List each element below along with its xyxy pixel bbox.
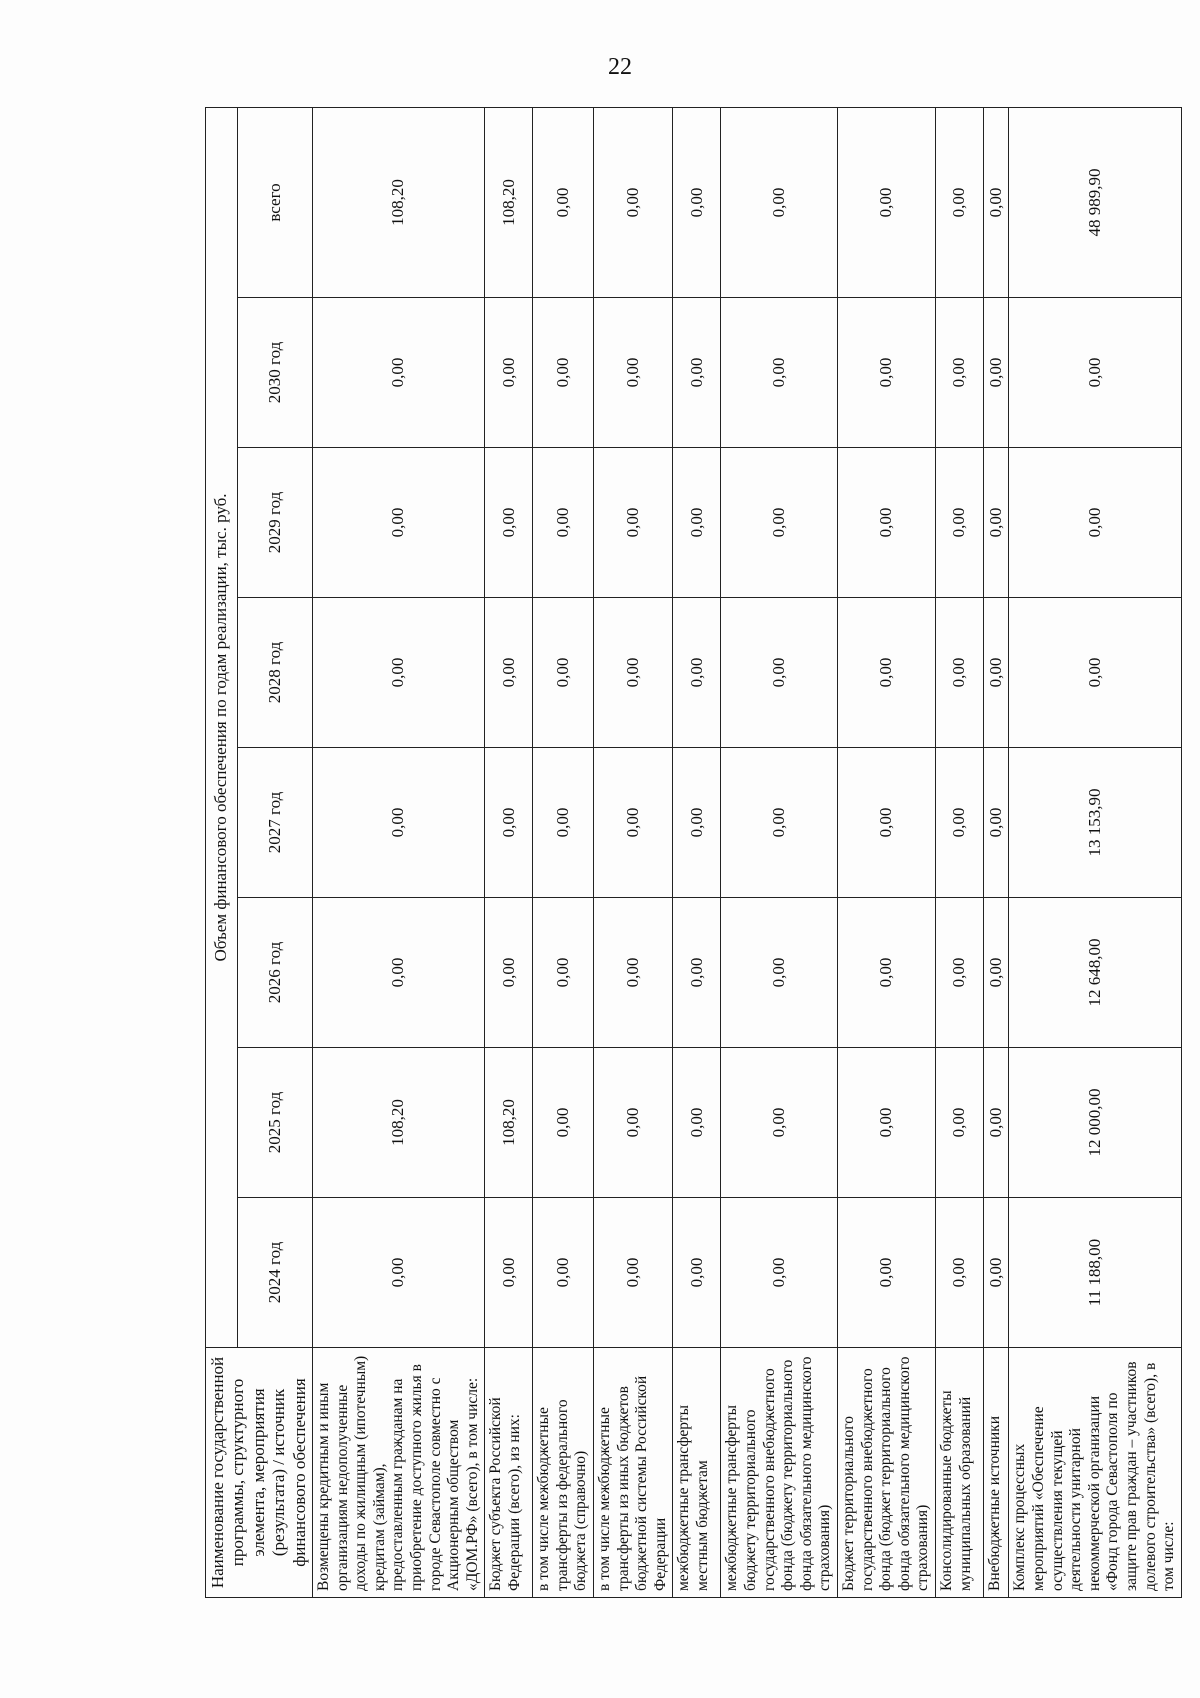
cell-value: 12 000,00	[1009, 1048, 1181, 1198]
cell-value: 0,00	[594, 898, 673, 1048]
cell-value: 0,00	[533, 1198, 594, 1348]
cell-value: 0,00	[533, 1048, 594, 1198]
table-row	[485, 107, 533, 1597]
table-row	[983, 107, 1008, 1597]
cell-value: 108,20	[485, 1048, 533, 1198]
cell-value: 0,00	[983, 598, 1008, 748]
year-header-2030: 2030 год	[238, 298, 313, 448]
cell-value: 0,00	[935, 298, 983, 448]
table-row	[838, 107, 936, 1597]
row-name: Возмещены кредитным и иным организациям недополученные доходы по жилищным (ипотечным) кредитам (займам), предоставленным гражданам на приобретение доступного жилья в городе Севастополе совместно с Акционерным обществом «ДОМ.РФ» (всего), в том числе:	[312, 1348, 484, 1598]
cell-value: 0,00	[935, 898, 983, 1048]
cell-value: 0,00	[485, 1198, 533, 1348]
cell-value: 0,00	[533, 598, 594, 748]
year-header-2026: 2026 год	[238, 898, 313, 1048]
row-name: Внебюджетные источники	[983, 1348, 1008, 1598]
cell-value: 0,00	[673, 598, 721, 748]
row-name: Комплекс процессных мероприятий «Обеспечение осуществления текущей деятельности унитарной некоммерческой организации «Фонд города Севастополя по защите прав граждан – участников долевого строительства» (всего), в том числе:	[1009, 1348, 1181, 1598]
cell-value: 0,00	[721, 298, 838, 448]
cell-value: 11 188,00	[1009, 1198, 1181, 1348]
cell-value: 0,00	[673, 748, 721, 898]
cell-value: 0,00	[838, 1048, 936, 1198]
year-header-2029: 2029 год	[238, 448, 313, 598]
cell-value: 108,20	[312, 1048, 484, 1198]
cell-value: 0,00	[838, 898, 936, 1048]
table-row	[594, 107, 673, 1597]
table-row	[673, 107, 721, 1597]
cell-value: 0,00	[838, 107, 936, 297]
year-header-2024: 2024 год	[238, 1198, 313, 1348]
cell-value: 0,00	[935, 748, 983, 898]
cell-value: 0,00	[983, 1048, 1008, 1198]
cell-value: 0,00	[983, 1198, 1008, 1348]
cell-value: 0,00	[485, 898, 533, 1048]
row-name: Бюджет субъекта Российской Федерации (всего), из них:	[485, 1348, 533, 1598]
year-header-2028: 2028 год	[238, 598, 313, 748]
cell-value: 0,00	[838, 598, 936, 748]
cell-value: 0,00	[721, 1048, 838, 1198]
row-name: в том числе межбюджетные трансферты из иных бюджетов бюджетной системы Российской Федерации	[594, 1348, 673, 1598]
cell-value: 0,00	[673, 898, 721, 1048]
row-name: межбюджетные трансферты местным бюджетам	[673, 1348, 721, 1598]
cell-value: 0,00	[312, 448, 484, 598]
row-name: Консолидированные бюджеты муниципальных образований	[935, 1348, 983, 1598]
cell-value: 12 648,00	[1009, 898, 1181, 1048]
cell-value: 0,00	[594, 748, 673, 898]
cell-value: 0,00	[485, 598, 533, 748]
cell-value: 0,00	[312, 748, 484, 898]
cell-value: 0,00	[533, 298, 594, 448]
cell-value: 0,00	[312, 298, 484, 448]
cell-value: 0,00	[838, 448, 936, 598]
cell-value: 0,00	[594, 448, 673, 598]
financing-group-header: Объем финансового обеспечения по годам реализации, тыс. руб.	[206, 107, 238, 1347]
cell-value: 0,00	[673, 1048, 721, 1198]
cell-value: 0,00	[673, 298, 721, 448]
cell-value: 0,00	[983, 107, 1008, 297]
cell-value: 0,00	[485, 448, 533, 598]
cell-value: 0,00	[935, 1198, 983, 1348]
cell-value: 0,00	[594, 1198, 673, 1348]
cell-value: 0,00	[721, 448, 838, 598]
cell-value: 0,00	[673, 448, 721, 598]
cell-value: 13 153,90	[1009, 748, 1181, 898]
cell-value: 0,00	[533, 107, 594, 297]
cell-value: 0,00	[533, 448, 594, 598]
row-name: межбюджетные трансферты бюджету территориального государственного внебюджетного фонда (бюджету территориального фонда обязательного медицинского страхования)	[721, 1348, 838, 1598]
cell-value: 0,00	[533, 748, 594, 898]
cell-value: 0,00	[1009, 448, 1181, 598]
cell-value: 48 989,90	[1009, 107, 1181, 297]
cell-value: 0,00	[935, 1048, 983, 1198]
cell-value: 0,00	[721, 598, 838, 748]
cell-value: 0,00	[673, 107, 721, 297]
cell-value: 0,00	[594, 598, 673, 748]
name-column-header: Наименование государственной программы, структурного элемента, мероприятия (результата) / источник финансового обеспечения	[206, 1348, 313, 1598]
table-row	[935, 107, 983, 1597]
cell-value: 0,00	[838, 298, 936, 448]
cell-value: 0,00	[533, 898, 594, 1048]
page-number: 22	[608, 54, 632, 80]
row-name: в том числе межбюджетные трансферты из федерального бюджета (справочно)	[533, 1348, 594, 1598]
cell-value: 0,00	[721, 1198, 838, 1348]
rotated-table-container	[205, 108, 1178, 1598]
cell-value: 0,00	[935, 448, 983, 598]
cell-value: 0,00	[838, 1198, 936, 1348]
financing-table	[205, 107, 1182, 1598]
cell-value: 0,00	[935, 598, 983, 748]
cell-value: 108,20	[485, 107, 533, 297]
cell-value: 0,00	[983, 898, 1008, 1048]
cell-value: 0,00	[721, 107, 838, 297]
cell-value: 0,00	[983, 298, 1008, 448]
cell-value: 0,00	[673, 1198, 721, 1348]
cell-value: 0,00	[1009, 298, 1181, 448]
table-row	[533, 107, 594, 1597]
cell-value: 0,00	[721, 748, 838, 898]
total-header: всего	[238, 107, 313, 297]
cell-value: 0,00	[594, 107, 673, 297]
cell-value: 0,00	[312, 598, 484, 748]
cell-value: 0,00	[838, 748, 936, 898]
cell-value: 0,00	[485, 298, 533, 448]
table-row	[721, 107, 838, 1597]
cell-value: 0,00	[594, 298, 673, 448]
table-row	[1009, 107, 1181, 1597]
year-header-2027: 2027 год	[238, 748, 313, 898]
cell-value: 0,00	[594, 1048, 673, 1198]
cell-value: 0,00	[1009, 598, 1181, 748]
cell-value: 0,00	[721, 898, 838, 1048]
cell-value: 0,00	[983, 448, 1008, 598]
cell-value: 0,00	[935, 107, 983, 297]
cell-value: 0,00	[312, 898, 484, 1048]
cell-value: 0,00	[485, 748, 533, 898]
table-row	[312, 107, 484, 1597]
cell-value: 0,00	[983, 748, 1008, 898]
row-name: Бюджет территориального государственного внебюджетного фонда (бюджет территориального фонда обязательного медицинского страхования)	[838, 1348, 936, 1598]
cell-value: 0,00	[312, 1198, 484, 1348]
cell-value: 108,20	[312, 107, 484, 297]
year-header-2025: 2025 год	[238, 1048, 313, 1198]
